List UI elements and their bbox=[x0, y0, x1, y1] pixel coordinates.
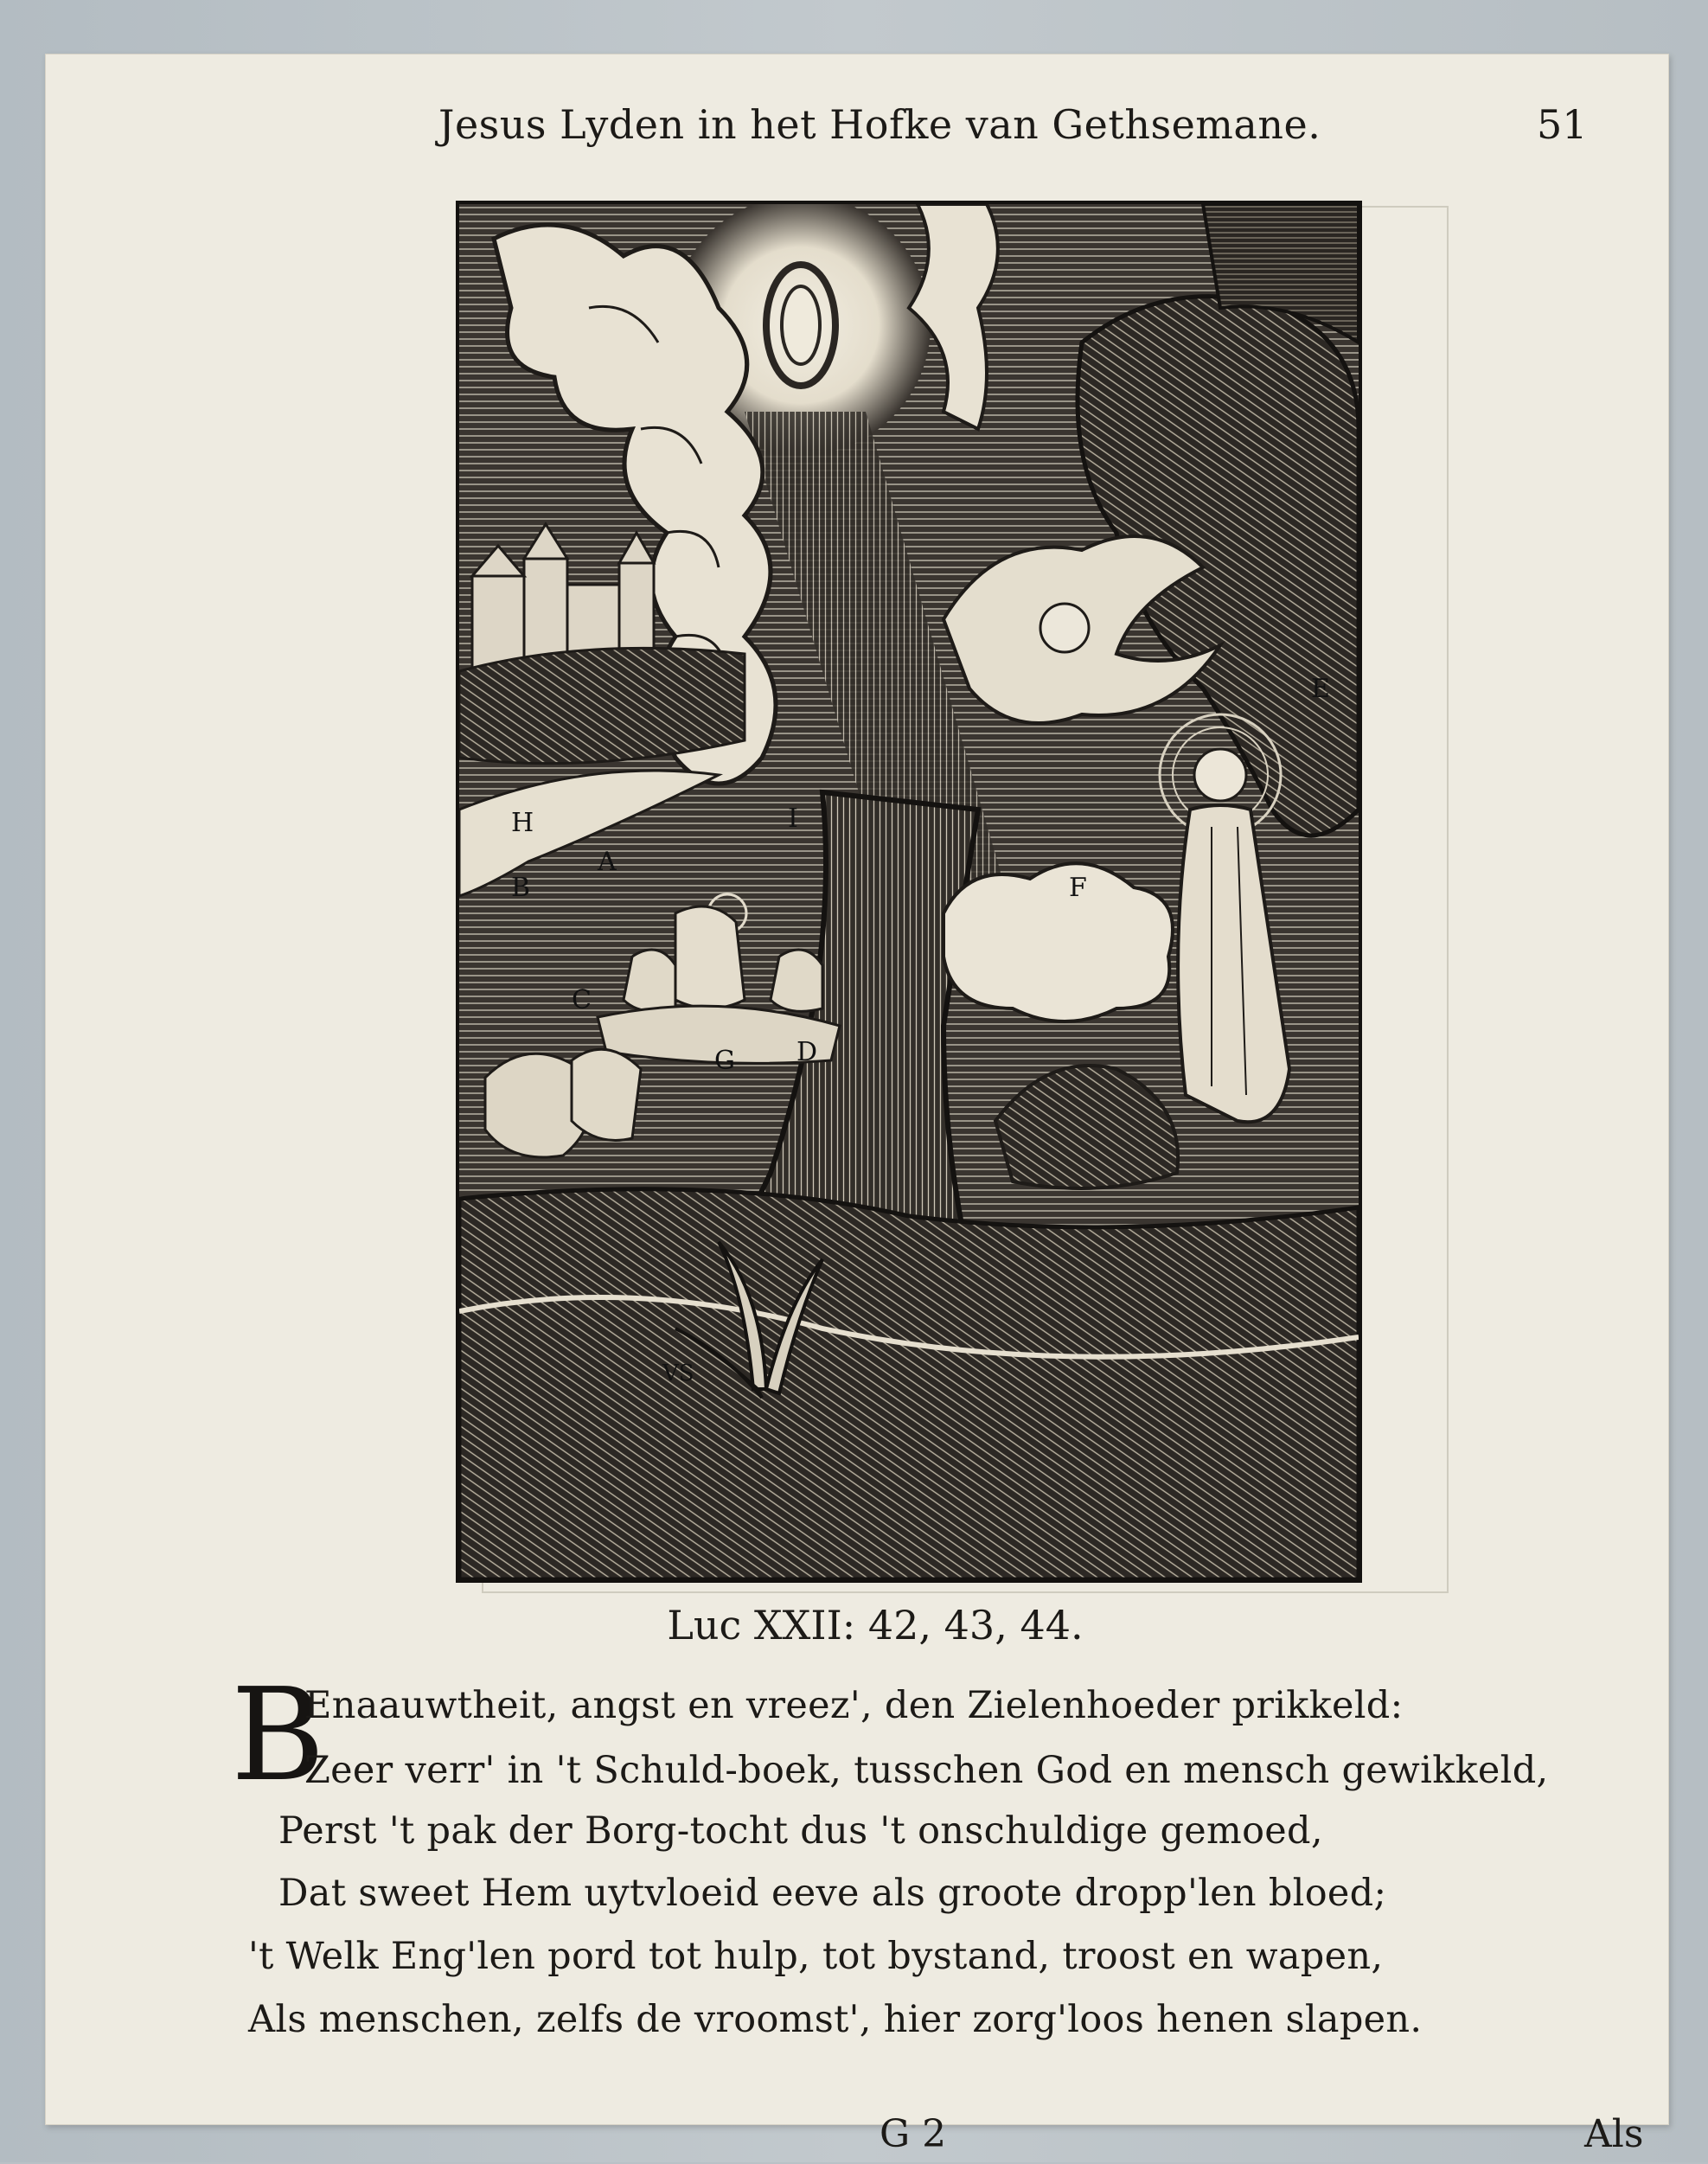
signature-mark: G 2 bbox=[880, 2112, 947, 2156]
label-h: H bbox=[511, 808, 534, 838]
label-d: D bbox=[796, 1037, 818, 1067]
monogram: VS bbox=[662, 1361, 694, 1386]
poem-line-4: Dat sweet Hem uytvloeid eeve als groote dropp'len bloed; bbox=[278, 1872, 1387, 1915]
label-g: G bbox=[714, 1046, 735, 1076]
poem-line-1: Enaauwtheit, angst en vreez', den Zielenhoeder prikkeld: bbox=[304, 1684, 1404, 1727]
catchword: Als bbox=[1584, 2112, 1644, 2156]
drop-capital: B bbox=[231, 1661, 325, 1809]
label-a: A bbox=[598, 847, 617, 877]
poem-line-3: Perst 't pak der Borg-tocht dus 't onschuldige gemoed, bbox=[278, 1809, 1323, 1853]
label-b: B bbox=[511, 873, 531, 903]
poem bbox=[231, 1645, 1632, 2052]
label-i: I bbox=[788, 803, 798, 834]
poem-line-6: Als menschen, zelfs de vroomst', hier zorg'loos henen slapen. bbox=[248, 1998, 1423, 2041]
label-f: F bbox=[1069, 873, 1087, 903]
poem-line-2: Zeer verr' in 't Schuld-boek, tusschen God en mensch gewikkeld, bbox=[304, 1749, 1549, 1792]
woodcut-illustration bbox=[456, 201, 1362, 1583]
label-c: C bbox=[572, 985, 592, 1015]
book-page bbox=[45, 54, 1669, 2156]
label-e: E bbox=[1311, 674, 1330, 704]
page-number: 51 bbox=[1537, 101, 1588, 148]
page-title: Jesus Lyden in het Hofke van Gethsemane. bbox=[438, 101, 1321, 148]
scripture-reference: Luc XXII: 42, 43, 44. bbox=[667, 1602, 1084, 1649]
poem-line-5: 't Welk Eng'len pord tot hulp, tot bystand, troost en wapen, bbox=[248, 1935, 1384, 1978]
